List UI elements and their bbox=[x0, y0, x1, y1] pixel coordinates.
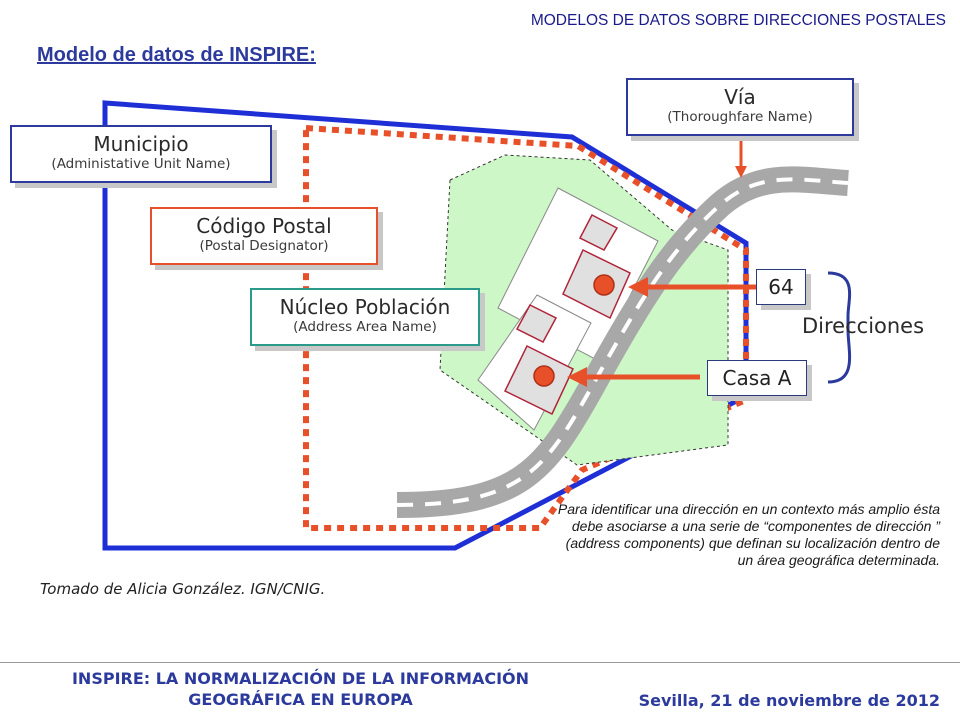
municipio-subtitle: (Administative Unit Name) bbox=[51, 156, 231, 172]
header-title: MODELOS DE DATOS SOBRE DIRECCIONES POSTALES bbox=[530, 12, 946, 29]
via-subtitle: (Thoroughfare Name) bbox=[667, 109, 813, 125]
codigo-postal-subtitle: (Postal Designator) bbox=[199, 238, 329, 254]
nucleo-poblacion-label bbox=[250, 288, 480, 346]
casa-label: Casa A bbox=[707, 360, 807, 396]
municipio-label bbox=[10, 125, 272, 183]
footer-divider bbox=[0, 662, 960, 663]
footer-date: Sevilla, 21 de noviembre de 2012 bbox=[638, 691, 940, 710]
municipio-title: Municipio bbox=[93, 132, 189, 156]
codigo-postal-title: Código Postal bbox=[196, 214, 332, 238]
direcciones-label: Direcciones bbox=[802, 314, 925, 338]
explanatory-note: Para identificar una dirección en un contexto más amplio ésta debe asociarse a una serie de “componentes de dirección ” (address components) que definan su localización dentro de un área geográfica determinada. bbox=[557, 501, 940, 568]
nucleo-poblacion-subtitle: (Address Area Name) bbox=[293, 319, 437, 335]
numero-label: 64 bbox=[756, 269, 806, 305]
via-title: Vía bbox=[724, 85, 756, 109]
address-point-64 bbox=[594, 275, 614, 295]
page-subtitle: Modelo de datos de INSPIRE: bbox=[37, 44, 316, 66]
via-label bbox=[626, 78, 854, 136]
credit-text: Tomado de Alicia González. IGN/CNIG. bbox=[40, 580, 326, 598]
footer-title: INSPIRE: LA NORMALIZACIÓN DE LA INFORMACIÓN GEOGRÁFICA EN EUROPA bbox=[71, 669, 530, 709]
nucleo-poblacion-title: Núcleo Población bbox=[279, 295, 451, 319]
codigo-postal-label bbox=[150, 207, 378, 265]
address-point-casa-a bbox=[534, 366, 554, 386]
